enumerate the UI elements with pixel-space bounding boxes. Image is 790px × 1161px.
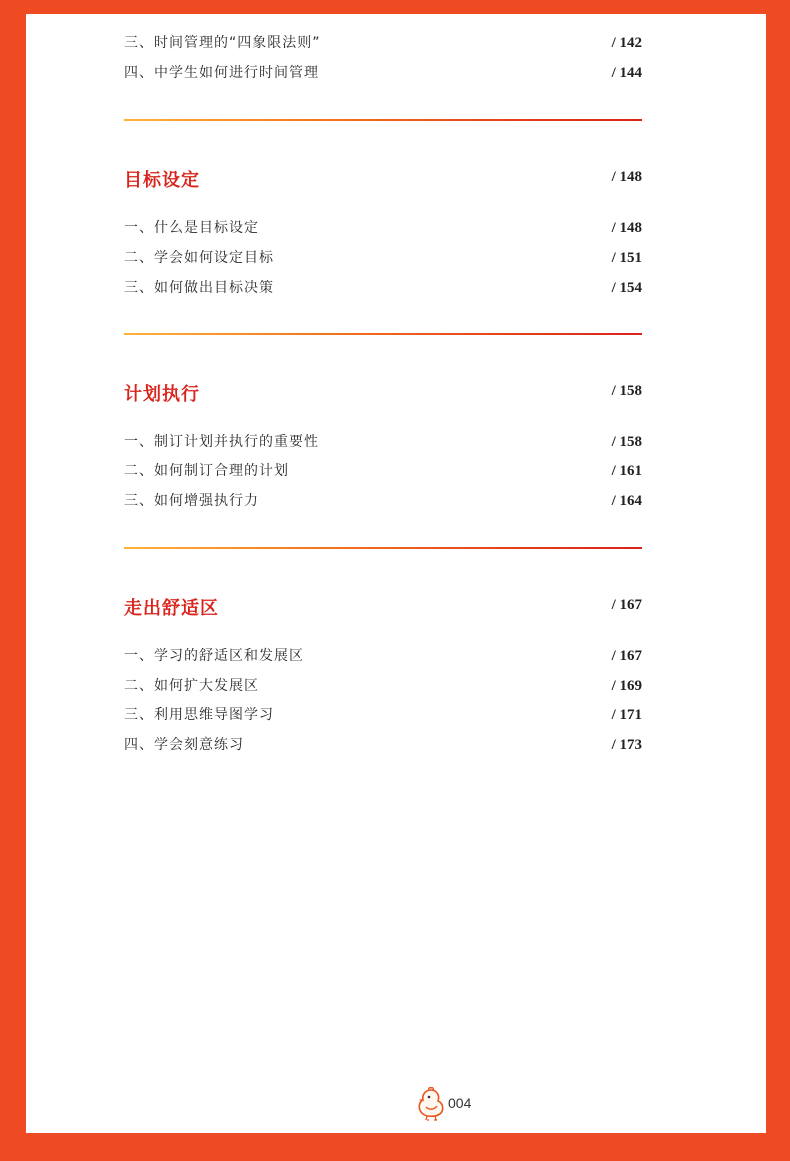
section-heading[interactable] — [124, 381, 642, 409]
section-page: / 148 — [611, 169, 642, 185]
toc-entry-page: / 142 — [611, 35, 642, 51]
toc-entry[interactable] — [124, 703, 642, 727]
section-divider — [124, 547, 642, 549]
toc-entry-page: / 148 — [611, 220, 642, 236]
toc-entry-label: 二、如何制订合理的计划 — [124, 463, 289, 479]
toc-entry-page: / 144 — [611, 65, 642, 81]
toc-entry[interactable] — [124, 674, 642, 698]
toc-entry[interactable] — [124, 430, 642, 454]
section-divider — [124, 333, 642, 335]
toc-entry-label: 三、时间管理的“四象限法则” — [124, 35, 321, 51]
toc-entry[interactable] — [124, 216, 642, 240]
section-heading[interactable] — [124, 167, 642, 195]
toc-entry-label: 一、制订计划并执行的重要性 — [124, 434, 319, 450]
toc-entry-page: / 161 — [611, 463, 642, 479]
toc-entry[interactable] — [124, 31, 642, 55]
toc-entry[interactable] — [124, 733, 642, 757]
page-number: 004 — [448, 1095, 472, 1111]
toc-page — [26, 14, 766, 1133]
toc-entry-page: / 171 — [611, 707, 642, 723]
toc-entry-label: 二、如何扩大发展区 — [124, 678, 259, 694]
toc-entry-label: 三、如何做出目标决策 — [124, 280, 274, 296]
toc-entry-page: / 154 — [611, 280, 642, 296]
toc-entry[interactable] — [124, 246, 642, 270]
toc-entry[interactable] — [124, 61, 642, 85]
toc-entry-label: 四、中学生如何进行时间管理 — [124, 65, 319, 81]
toc-entry-label: 四、学会刻意练习 — [124, 737, 244, 753]
toc-entry-label: 三、利用思维导图学习 — [124, 707, 274, 723]
toc-entry-label: 三、如何增强执行力 — [124, 493, 259, 509]
section-title: 走出舒适区 — [124, 598, 219, 619]
toc-entry[interactable] — [124, 459, 642, 483]
toc-entry[interactable] — [124, 276, 642, 300]
toc-entry-page: / 169 — [611, 678, 642, 694]
toc-entry-page: / 164 — [611, 493, 642, 509]
chick-icon — [416, 1087, 446, 1121]
toc-entry-page: / 158 — [611, 434, 642, 450]
section-heading[interactable] — [124, 595, 642, 623]
toc-entry-label: 一、学习的舒适区和发展区 — [124, 648, 304, 664]
section-page: / 167 — [611, 597, 642, 613]
toc-entry-page: / 151 — [611, 250, 642, 266]
section-page: / 158 — [611, 383, 642, 399]
toc-entry-label: 一、什么是目标设定 — [124, 220, 259, 236]
toc-entry[interactable] — [124, 489, 642, 513]
toc-entry[interactable] — [124, 644, 642, 668]
toc-entry-label: 二、学会如何设定目标 — [124, 250, 274, 266]
toc-entry-page: / 173 — [611, 737, 642, 753]
section-title: 计划执行 — [124, 384, 200, 405]
toc-entry-page: / 167 — [611, 648, 642, 664]
section-divider — [124, 119, 642, 121]
section-title: 目标设定 — [124, 170, 200, 191]
